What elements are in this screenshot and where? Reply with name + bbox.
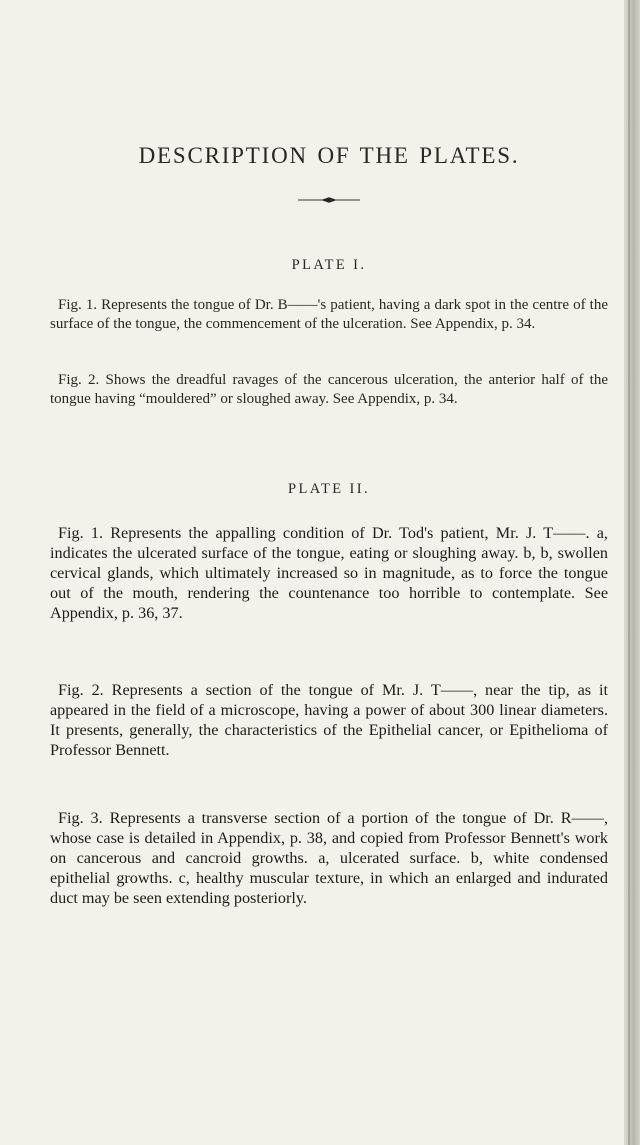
plate-1-fig-1-text: Represents the tongue of Dr. B——'s patient, having a dark spot in the centre of the surface of the tongue, the commencement of the ulceration. See Appendix, p. 34. bbox=[50, 297, 608, 332]
plate-2-fig-2-lead: Fig. 2. bbox=[58, 681, 104, 699]
page-edge bbox=[624, 0, 640, 1145]
plate-2-fig-1-text: Represents the appalling condition of Dr. Tod's patient, Mr. J. T——. a, indicates the ulcerated surface of the tongue, eating or sloughing away. b, b, swollen cervical glands, which ultimately increased so in magnitude, as to force the tongue out of the mouth, rendering the countenance too horrible to contemplate. See Appendix, p. 36, 37. bbox=[50, 524, 608, 622]
plate-1-fig-1-lead: Fig. 1. bbox=[58, 297, 98, 313]
page-edge-line bbox=[628, 0, 630, 1145]
page-title: DESCRIPTION OF THE PLATES. bbox=[138, 143, 520, 168]
plate-2-fig-2-text: Represents a section of the tongue of Mr. J. T——, near the tip, as it appeared in the field of a microscope, having a power of about 300 linear diameters. It presents, generally, the characteristics of the Epithelial cancer, or Epithelioma of Professor Bennett. bbox=[50, 681, 608, 759]
plate-2-fig-3-lead: Fig. 3. bbox=[58, 809, 103, 827]
plate-2-fig-2 bbox=[50, 680, 608, 760]
plate-2-fig-1 bbox=[50, 523, 608, 623]
plate-1-fig-2 bbox=[50, 371, 608, 409]
plate-1-fig-2-lead: Fig. 2. bbox=[58, 372, 100, 388]
plate-2-fig-3-text: Represents a transverse section of a portion of the tongue of Dr. R——, whose case is detailed in Appendix, p. 38, and copied from Professor Bennett's work on cancerous and cancroid growths. a, ulcerated surface. b, white condensed epithelial growths. c, healthy muscular texture, in which an enlarged and indurated duct may be seen extending posteriorly. bbox=[50, 809, 608, 907]
plate-2-fig-1-lead: Fig. 1. bbox=[58, 524, 103, 542]
plate-2-heading: PLATE II. bbox=[287, 481, 370, 497]
rule-ornament bbox=[298, 196, 360, 204]
plate-1-fig-2-text: Shows the dreadful ravages of the cancerous ulceration, the anterior half of the tongue having “mouldered” or sloughed away. See Appendix, p. 34. bbox=[50, 372, 608, 407]
plate-1-fig-1 bbox=[50, 296, 608, 334]
plate-1-heading: PLATE I. bbox=[291, 257, 367, 273]
plate-2-fig-3 bbox=[50, 808, 608, 908]
